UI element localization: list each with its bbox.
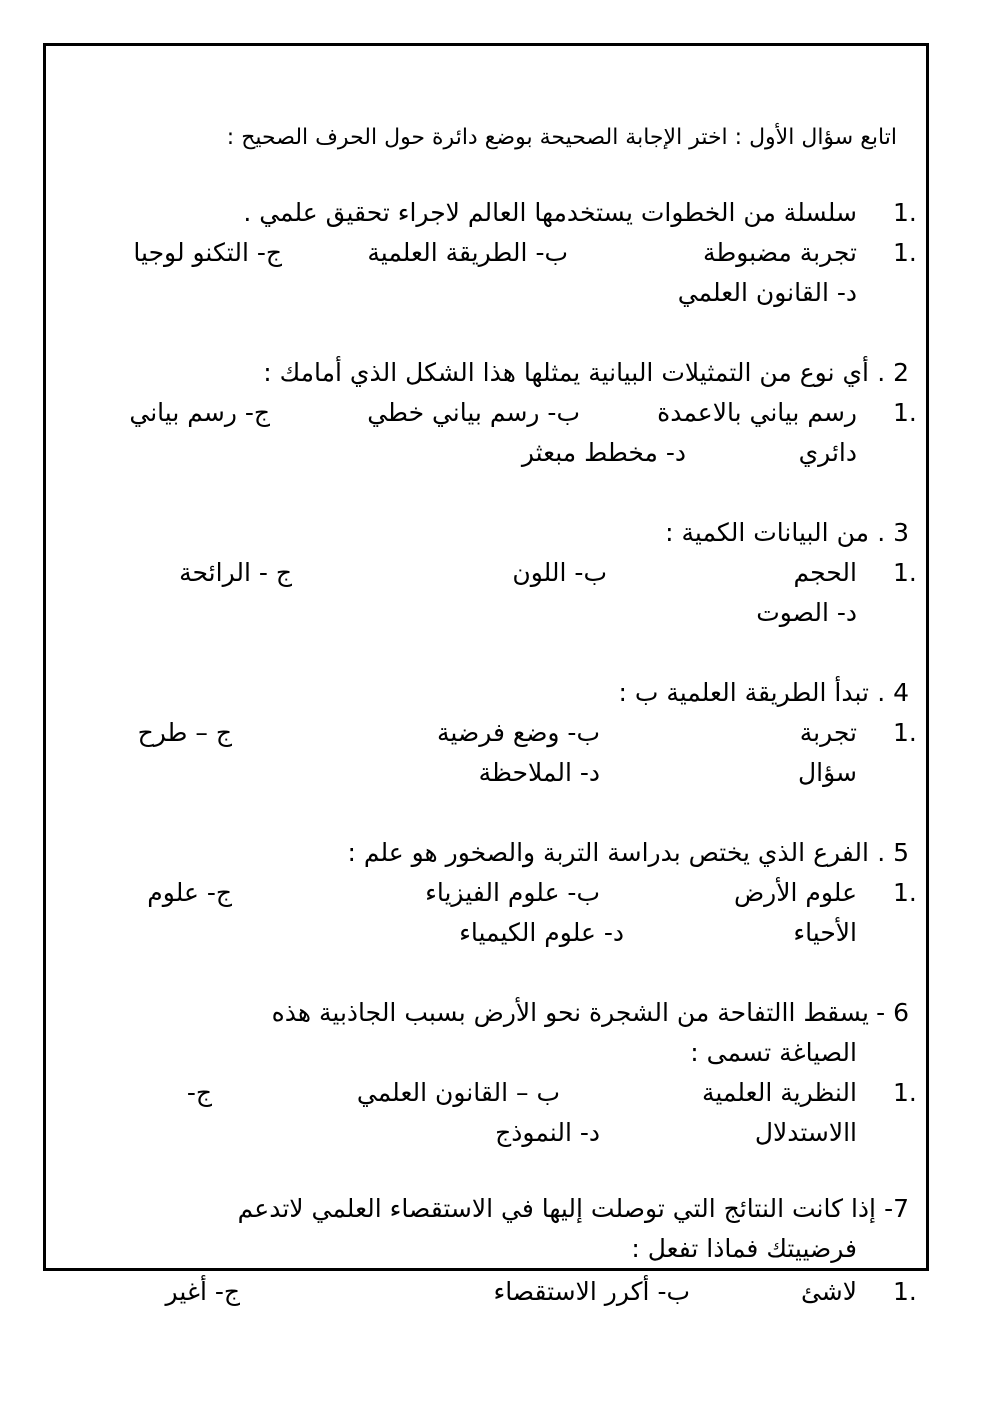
question-5-option-d[interactable]: د- علوم الكيمياء (459, 918, 624, 947)
question-5-option-b[interactable]: ب- علوم الفيزياء (425, 878, 600, 907)
question-3-number: 3 . (877, 518, 909, 547)
question-1-option-c[interactable]: ج- التكنو لوجيا (133, 238, 282, 267)
question-6-number: 6 - (876, 998, 909, 1027)
question-6-option-b[interactable]: ب – القانون العلمي (356, 1078, 560, 1107)
question-1-number: 1. (893, 198, 917, 227)
question-7-option-a[interactable]: لاشئ (800, 1277, 857, 1306)
question-4-number: 4 . (877, 678, 909, 707)
question-6-option-d[interactable]: د- النموذج (495, 1118, 600, 1147)
question-4-stem: تبدأ الطريقة العلمية ب : (618, 678, 869, 707)
question-6-stem-continued: الصياغة تسمى : (690, 1038, 857, 1067)
question-4-option-a[interactable]: تجربة (799, 718, 857, 747)
question-5-options-number: 1. (893, 878, 917, 907)
question-3-option-d[interactable]: د- الصوت (756, 598, 857, 627)
question-5-option-a[interactable]: علوم الأرض (733, 878, 857, 907)
question-2-option-c-continued: دائري (798, 438, 857, 467)
question-3-option-c[interactable]: ج - الرائحة (179, 558, 292, 587)
question-3-option-a[interactable]: الحجم (793, 558, 857, 587)
question-5-stem: الفرع الذي يختص بدراسة التربة والصخور هو علم : (347, 838, 869, 867)
question-2-option-c[interactable]: ج- رسم بياني (129, 398, 270, 427)
question-6-option-a[interactable]: النظرية العلمية (701, 1078, 857, 1107)
question-7-option-c[interactable]: ج- أغير (165, 1277, 240, 1306)
question-1-stem: سلسلة من الخطوات يستخدمها العالم لاجراء تحقيق علمي . (243, 198, 857, 227)
question-2-stem: أي نوع من التمثيلات البيانية يمثلها هذا الشكل الذي أمامك : (263, 358, 869, 387)
question-5-number: 5 . (877, 838, 909, 867)
question-6-option-c[interactable]: ج- (186, 1078, 212, 1107)
question-6-option-c-continued: االاستدلال (754, 1118, 857, 1147)
question-1-option-d[interactable]: د- القانون العلمي (677, 278, 857, 307)
question-7-options-number: 1. (893, 1277, 917, 1306)
question-2-option-a[interactable]: رسم بياني بالاعمدة (657, 398, 857, 427)
question-7-number: 7- (884, 1194, 909, 1223)
question-3-option-b[interactable]: ب- اللون (512, 558, 607, 587)
question-2-option-d[interactable]: د- مخطط مبعثر (521, 438, 686, 467)
question-6-options-number: 1. (893, 1078, 917, 1107)
question-4-options-number: 1. (893, 718, 917, 747)
question-2-options-number: 1. (893, 398, 917, 427)
question-7-stem-continued: فرضييتك فماذا تفعل : (631, 1234, 857, 1263)
question-2-option-b[interactable]: ب- رسم بياني خطي (367, 398, 580, 427)
question-5-option-c-continued: الأحياء (793, 918, 857, 947)
question-1-option-a[interactable]: تجربة مضبوطة (702, 238, 857, 267)
question-1-options-number: 1. (893, 238, 917, 267)
question-4-option-c-continued: سؤال (798, 758, 857, 787)
question-1-option-b[interactable]: ب- الطريقة العلمية (367, 238, 568, 267)
question-5-option-c[interactable]: ج- علوم (147, 878, 232, 907)
question-4-option-c[interactable]: ج – طرح (137, 718, 232, 747)
question-3-stem: من البيانات الكمية : (665, 518, 869, 547)
question-4-option-d[interactable]: د- الملاحظة (478, 758, 600, 787)
question-3-options-number: 1. (893, 558, 917, 587)
question-6-stem: يسقط االتفاحة من الشجرة نحو الأرض بسبب الجاذبية هذه (271, 998, 869, 1027)
instructions-header: اتابع سؤال الأول : اختر الإجابة الصحيحة بوضع دائرة حول الحرف الصحيح : (226, 125, 897, 150)
question-7-option-b[interactable]: ب- أكرر الاستقصاء (493, 1277, 690, 1306)
question-2-number: 2 . (877, 358, 909, 387)
question-7-stem: إذا كانت النتائج التي توصلت إليها في الاستقصاء العلمي لاتدعم (237, 1194, 876, 1223)
question-4-option-b[interactable]: ب- وضع فرضية (437, 718, 600, 747)
